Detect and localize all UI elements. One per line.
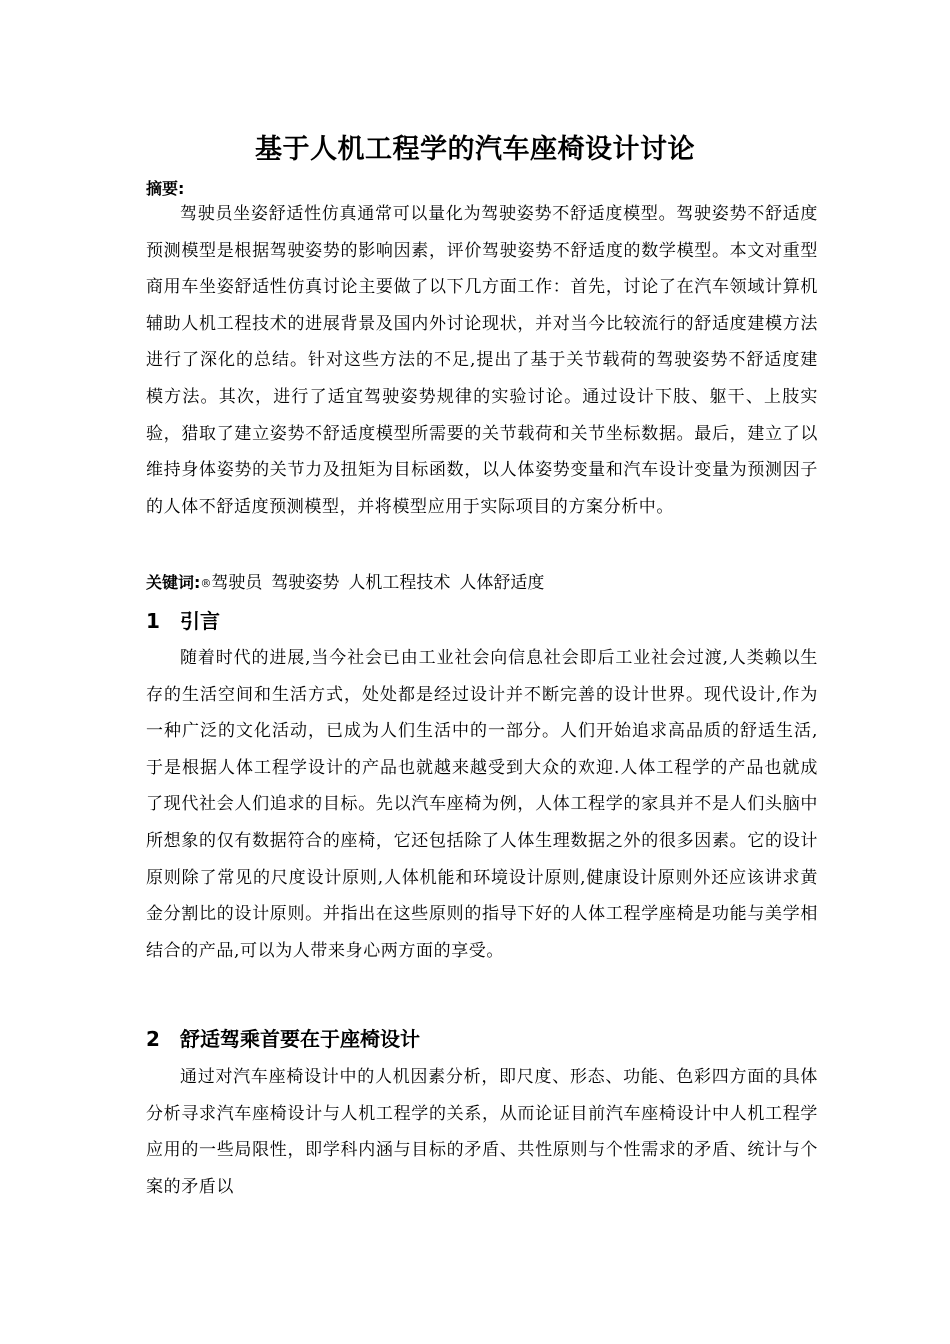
- abstract-text: 驾驶员坐姿舒适性仿真通常可以量化为驾驶姿势不舒适度模型。驾驶姿势不舒适度预测模型是根据驾驶姿势的影响因素，评价驾驶姿势不舒适度的数学模型。本文对重型商用车坐姿舒适性仿真讨论主要做了以下几方面工作：首先，讨论了在汽车领域计算机辅助人机工程技术的进展背景及国内外讨论现状，并对当今比较流行的舒适度建模方法进行了深化的总结。针对这些方法的不足,提出了基于关节载荷的驾驶姿势不舒适度建模方法。其次，进行了适宜驾驶姿势规律的实验讨论。通过设计下肢、躯干、上肢实验，猎取了建立姿势不舒适度模型所需要的关节载荷和关节坐标数据。最后，建立了以维持身体姿势的关节力及扭矩为目标函数，以人体姿势变量和汽车设计变量为预测因子的人体不舒适度预测模型，并将模型应用于实际项目的方案分析中。: [146, 204, 818, 517]
- section-1-text: 随着时代的进展,当今社会已由工业社会向信息社会即后工业社会过渡,人类赖以生存的生活空间和生活方式，处处都是经过设计并不断完善的设计世界。现代设计,作为一种广泛的文化活动，已成为人们生活中的一部分。人们开始追求高品质的舒适生活,于是根据人体工程学设计的产品也就越来越受到大众的欢迎.人体工程学的产品也就成了现代社会人们追求的目标。先以汽车座椅为例，人体工程学的家具并不是人们头脑中所想象的仅有数据符合的座椅，它还包括除了人体生理数据之外的很多因素。它的设计原则除了常见的尺度设计原则,人体机能和环境设计原则,健康设计原则外还应该讲求黄金分割比的设计原则。并指出在这些原则的指导下好的人体工程学座椅是功能与美学相结合的产品,可以为人带来身心两方面的享受。: [146, 648, 818, 961]
- keywords-line: [146, 567, 818, 600]
- keyword-item: 驾驶姿势: [271, 573, 340, 593]
- keyword-item: 人机工程技术: [348, 573, 451, 593]
- keywords-label: 关键词:: [146, 573, 201, 592]
- section-heading-1: [146, 605, 220, 637]
- paper-title: 基于人机工程学的汽车座椅设计讨论: [255, 134, 695, 165]
- abstract-label: 摘要:: [146, 179, 185, 198]
- section-heading-2: [146, 1023, 420, 1055]
- section-number: 1: [146, 609, 160, 633]
- section-title: 舒适驾乘首要在于座椅设计: [180, 1027, 420, 1051]
- keyword-item: 人体舒适度: [459, 573, 545, 593]
- keywords-mark: ®: [200, 577, 212, 590]
- section-number: 2: [146, 1027, 160, 1051]
- section-2-text: 通过对汽车座椅设计中的人机因素分析，即尺度、形态、功能、色彩四方面的具体分析寻求汽车座椅设计与人机工程学的关系，从而论证目前汽车座椅设计中人机工程学应用的一些局限性，即学科内涵与目标的矛盾、共性原则与个性需求的矛盾、统计与个案的矛盾以: [146, 1067, 818, 1197]
- keyword-item: 驾驶员: [211, 573, 263, 593]
- section-title: 引言: [180, 609, 220, 633]
